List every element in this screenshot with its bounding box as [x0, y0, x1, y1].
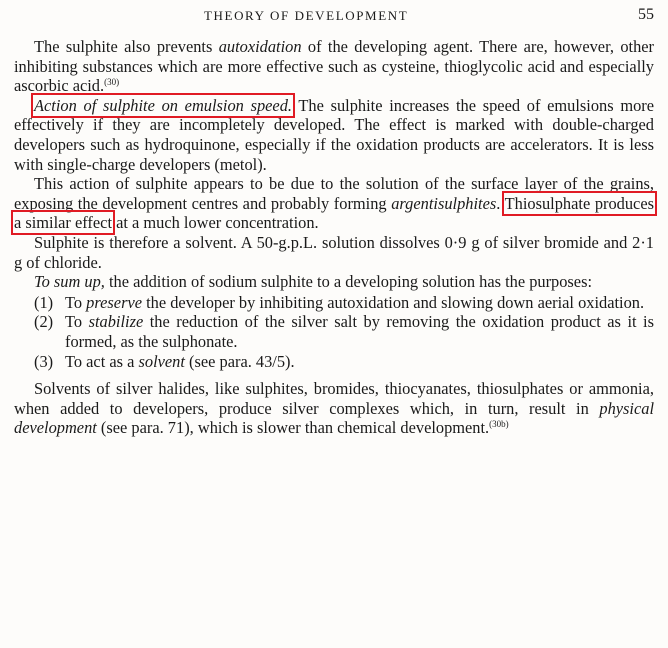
page-header [0, 6, 668, 26]
list-number: (1) [34, 292, 54, 312]
emphasis-autoxidation: autoxidation [218, 37, 302, 56]
purposes-list [14, 293, 654, 371]
page-body [14, 37, 654, 438]
emphasis-argentisulphites: argentisulphites [391, 193, 497, 213]
text: (see para. 71), which is slower than chemical development. [96, 418, 490, 438]
text: The sulphite also prevents [34, 37, 219, 56]
emphasis-physical-development: physical development [14, 398, 654, 438]
page-number: 55 [638, 6, 654, 23]
paragraph-emulsion-speed [14, 96, 654, 174]
list-text: To preserve the developer by inhibiting autoxidation and slowing down aerial oxidation. [65, 292, 645, 312]
text: This action of sulphite appears to be due to the solution of the surface layer of the grains, exposing the development centres and probably forming [14, 174, 654, 213]
text: Sulphite is therefore a solvent. A 50-g.p.L. solution dissolves 0·9 g of silver bromide and 2·1 g of chloride. [14, 232, 654, 272]
list-text: To act as a solvent (see para. 43/5). [65, 351, 295, 371]
paragraph-surface-layer [14, 174, 654, 233]
running-head: THEORY OF DEVELOPMENT [204, 8, 409, 23]
paragraph-solvent [14, 233, 654, 272]
text: of the developing agent. There are, however, other inhibiting substances which are more effective such as cysteine, thioglycolic acid and especially ascorbic acid. [14, 37, 654, 96]
list-number: (2) [34, 312, 54, 332]
highlighted-section-heading: Action of sulphite on emulsion speed. [34, 95, 292, 115]
text: . [496, 193, 505, 213]
text: The sulphite increases the speed of emulsions more effectively if they are incompletely developed. The effect is marked with double-charged developers such as hydroquinone, especially if the oxidation products are accelerators. It is less with single-charge developers (metol). [14, 95, 654, 174]
list-item [34, 352, 654, 372]
text: Solvents of silver halides, like sulphites, bromides, thiocyanates, thiosulphates or ammonia, when added to developers, produce silver complexes which, in turn, result in [14, 379, 654, 418]
list-number: (3) [34, 351, 54, 371]
highlighted-thiosulphate-phrase: Thiosulphate produces a similar effect [14, 193, 654, 233]
list-item [34, 293, 654, 313]
paragraph-autoxidation [14, 37, 654, 96]
paragraph-physical-development [14, 379, 654, 438]
reference-30: (30) [104, 77, 120, 88]
text: the addition of sodium sulphite to a developing solution has the purposes: [104, 272, 593, 292]
reference-30b: (30b) [489, 419, 509, 430]
text: at a much lower concentration. [112, 213, 319, 233]
paragraph-sum-up [14, 272, 654, 292]
emphasis-to-sum-up: To sum up, [34, 272, 105, 292]
list-text: To stabilize the reduction of the silver salt by removing the oxidation product as it is formed, as the sulphonate. [65, 312, 654, 351]
list-item [34, 312, 654, 351]
